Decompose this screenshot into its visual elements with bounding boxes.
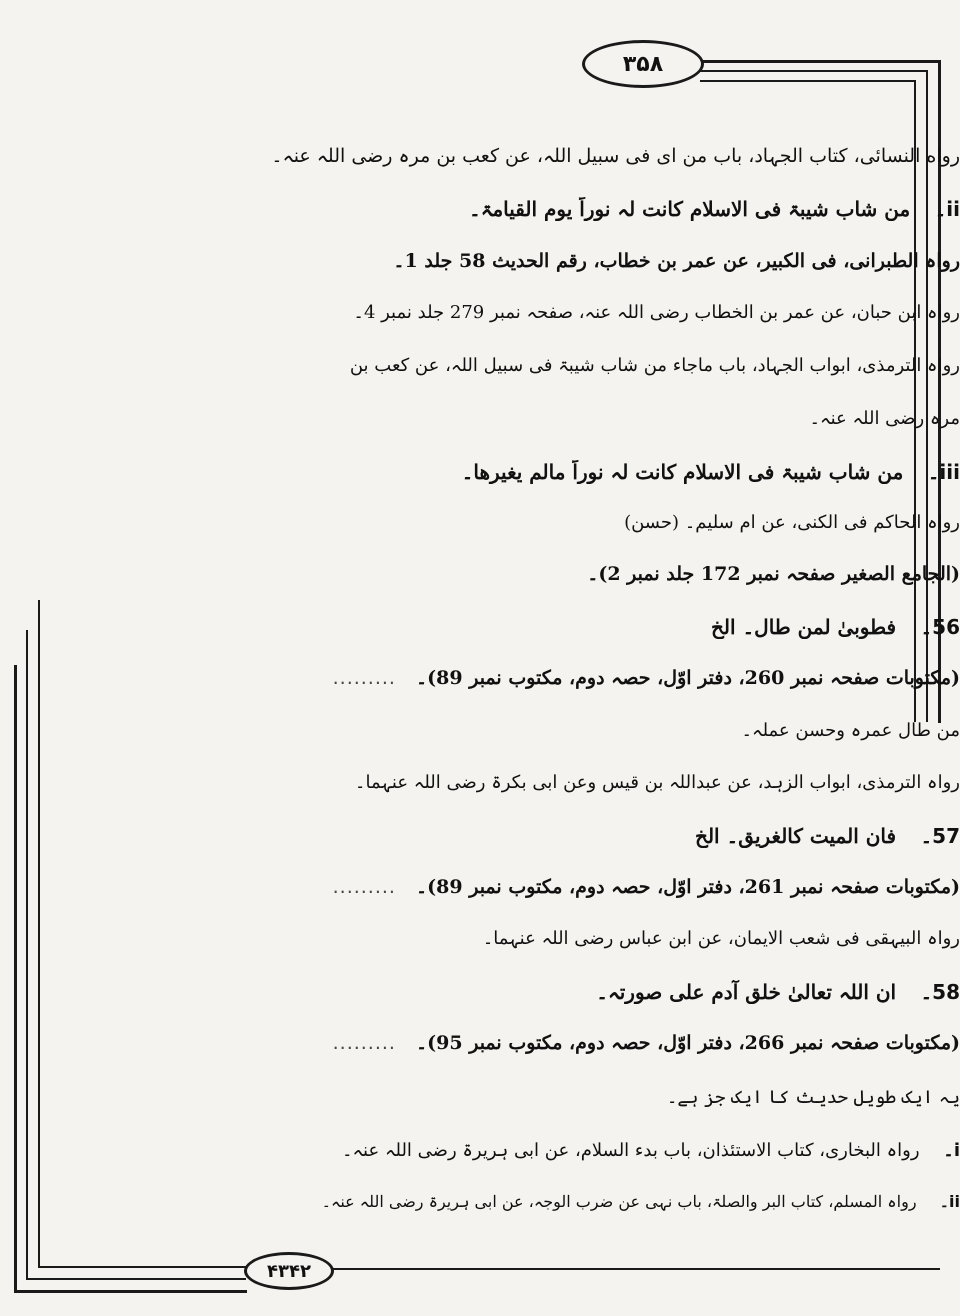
top-page-number: ۳۵۸	[622, 51, 664, 77]
item-number: iii۔	[927, 460, 960, 484]
text-line	[125, 355, 960, 376]
line-text: رواہ البیہقی فی شعب الایمان، عن ابن عباس رضی اللہ عنہما۔	[482, 928, 960, 949]
text-line	[125, 302, 960, 323]
line-text: (الجامع الصغیر صفحہ نمبر 172 جلد نمبر 2)۔	[587, 563, 960, 585]
line-text: من شاب شیبۃ فی الاسلام کانت لہ نوراً مالم یغیرھا۔	[461, 460, 904, 484]
line-text: رواہ الترمذی، ابواب الزہد، عن عبداللہ بن قیس وعن ابی بکرۃ رضی اللہ عنہما۔	[354, 772, 960, 793]
line-text: ان اللہ تعالیٰ خلق آدم علی صورتہ۔	[596, 980, 897, 1004]
bottom-page-number: ۴۳۴۲	[267, 1260, 311, 1282]
item-number: i۔	[943, 1140, 960, 1161]
item-number: ii۔	[939, 1192, 960, 1211]
line-text: مرہ رضی اللہ عنہ۔	[809, 408, 960, 429]
line-text: (مکتوبات صفحہ نمبر 266، دفتر اوّل، حصہ دوم، مکتوب نمبر 95)۔	[416, 1032, 960, 1054]
text-line	[170, 197, 960, 221]
text-line	[125, 1087, 960, 1108]
item-number: 58۔	[920, 980, 960, 1004]
text-line	[125, 145, 960, 167]
text-line	[125, 928, 960, 949]
text-line	[170, 1192, 960, 1211]
line-text: فان المیت کالغریق۔ الخ	[695, 824, 897, 848]
bottom-frame-rule	[330, 1268, 940, 1270]
item-number: ii۔	[934, 197, 960, 221]
leader-dots: .........	[332, 667, 396, 689]
text-line	[125, 720, 960, 741]
line-text: رواہ البخاری، کتاب الاستئذان، باب بدء السلام، عن ابی ہریرۃ رضی اللہ عنہ۔	[341, 1140, 920, 1161]
text-line	[125, 250, 960, 272]
line-text: رواہ الحاکم فی الکنی، عن ام سلیم۔ (حسن)	[624, 512, 960, 533]
line-text: (مکتوبات صفحہ نمبر 261، دفتر اوّل، حصہ دوم، مکتوب نمبر 89)۔	[416, 876, 960, 898]
leader-dots: .........	[332, 876, 396, 898]
text-line	[125, 772, 960, 793]
top-page-number-badge	[582, 40, 704, 88]
line-text: من شاب شیبۃ فی الاسلام کانت لہ نوراً یوم القیامۃ۔	[469, 197, 911, 221]
line-text: (مکتوبات صفحہ نمبر 260، دفتر اوّل، حصہ دوم، مکتوب نمبر 89)۔	[416, 667, 960, 689]
line-text: رواه النسائی، کتاب الجہاد، باب من ای فی سبیل اللہ، عن کعب بن مرہ رضی اللہ عنہ۔	[271, 145, 960, 167]
text-line	[125, 408, 960, 429]
text-line	[30, 876, 960, 898]
text-line	[30, 667, 960, 689]
text-line	[170, 615, 960, 639]
line-text: یہ ایک طویل حدیث کا ایک جز ہے۔	[666, 1087, 960, 1108]
text-line	[170, 980, 960, 1004]
text-line	[170, 460, 960, 484]
line-text: فطوبیٰ لمن طال۔ الخ	[710, 615, 897, 639]
line-text: رواہ الطبرانی، فی الکبیر، عن عمر بن خطاب، رقم الحدیث 58 جلد 1۔	[393, 250, 960, 272]
line-text: رواہ الترمذی، ابواب الجہاد، باب ماجاء من شاب شیبۃ فی سبیل اللہ، عن کعب بن	[349, 355, 960, 376]
text-line	[170, 1140, 960, 1161]
bottom-page-number-badge	[244, 1252, 334, 1290]
item-number: 57۔	[920, 824, 960, 848]
item-number: 56۔	[920, 615, 960, 639]
text-line	[125, 512, 960, 533]
leader-dots: .........	[332, 1032, 396, 1054]
line-text: من طال عمرہ وحسن عملہ۔	[741, 720, 960, 741]
line-text: رواہ المسلم، کتاب البر والصلۃ، باب نہی عن ضرب الوجہ، عن ابی ہریرۃ رضی اللہ عنہ۔	[321, 1192, 917, 1211]
line-text: رواہ ابن حبان، عن عمر بن الخطاب رضی اللہ عنہ، صفحہ نمبر 279 جلد نمبر 4۔	[353, 302, 960, 323]
text-line	[30, 1032, 960, 1054]
text-line	[125, 563, 960, 585]
text-line	[170, 824, 960, 848]
